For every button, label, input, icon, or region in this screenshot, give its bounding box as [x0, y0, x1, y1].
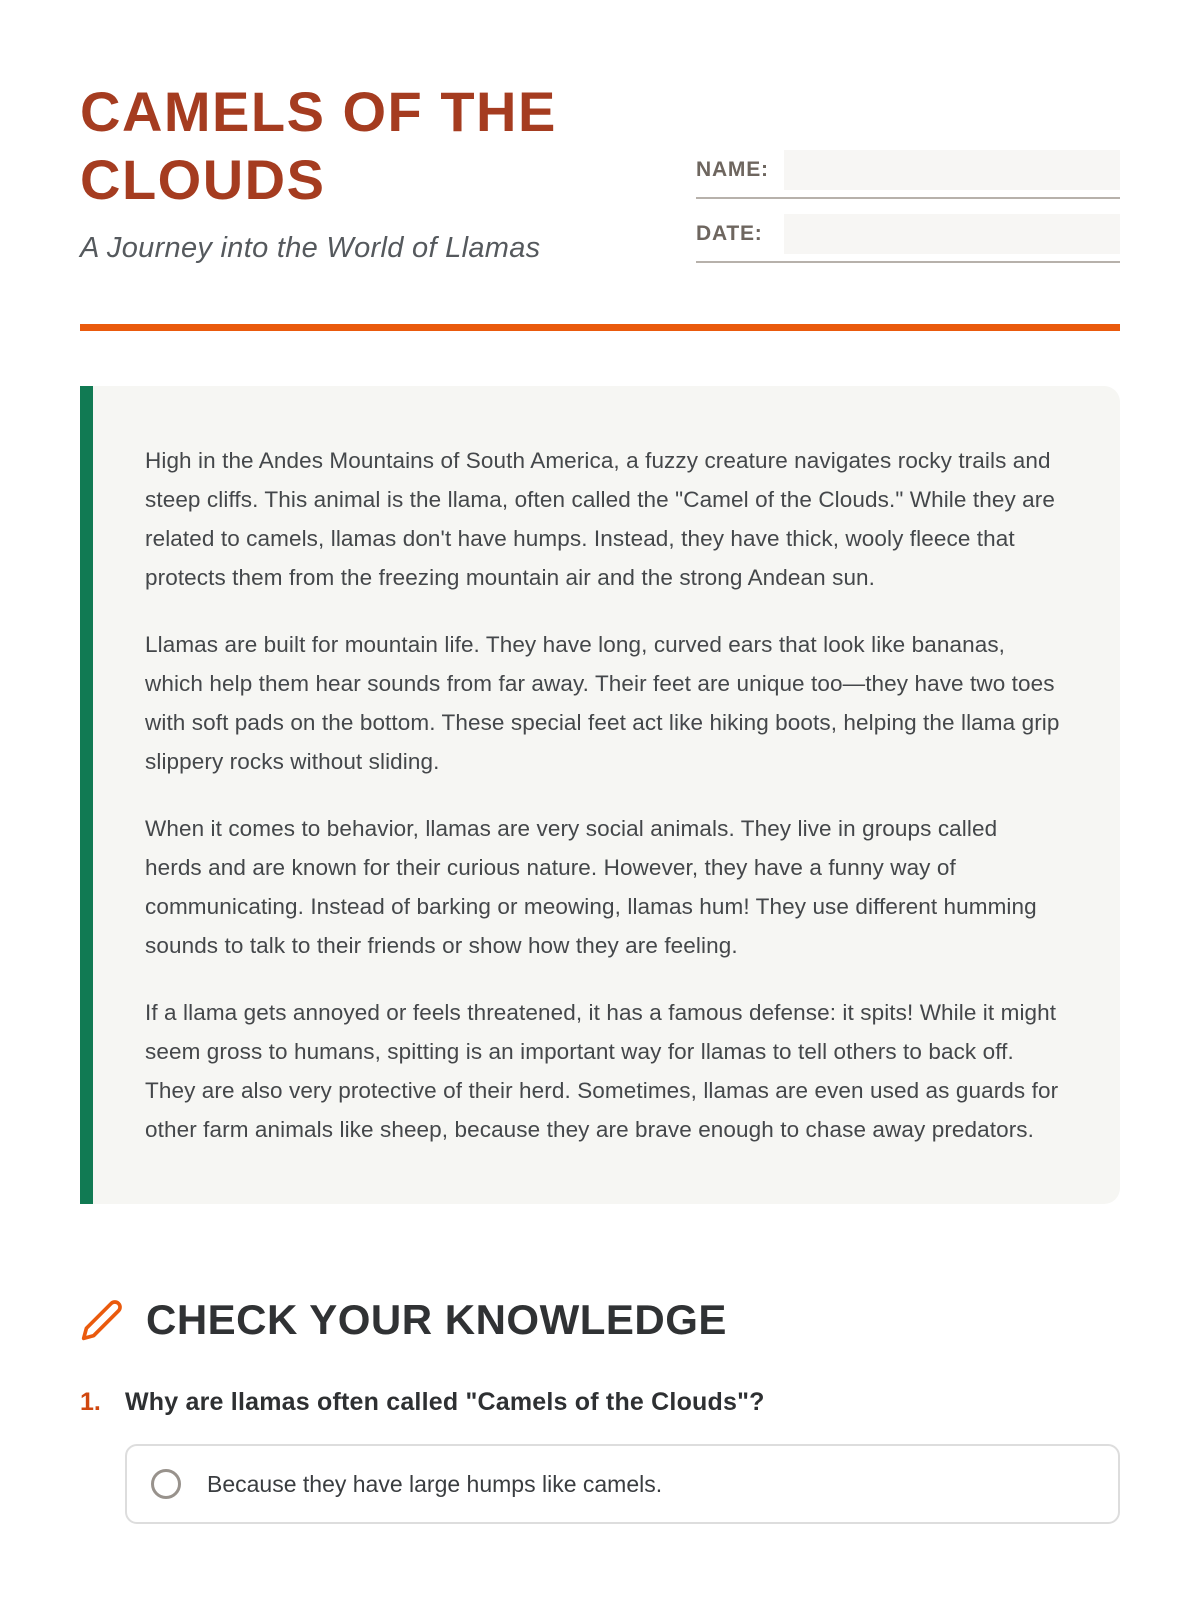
title-block	[80, 78, 640, 265]
passage-paragraph: Llamas are built for mountain life. They have long, curved ears that look like bananas, which help them hear sounds from far away. Their feet are unique too—they have two toes with soft pads on the bottom. These special feet act like hiking boots, helping the llama grip slippery rocks without sliding.	[145, 632, 1060, 774]
question-block	[80, 1388, 1120, 1417]
date-field-label: DATE:	[696, 222, 763, 245]
name-input[interactable]	[784, 150, 1120, 190]
passage-body	[93, 386, 1120, 1204]
check-knowledge-header	[80, 1296, 1120, 1344]
section-title: CHECK YOUR KNOWLEDGE	[146, 1296, 727, 1343]
name-field-row	[696, 150, 1120, 199]
question-number: 1.	[80, 1388, 101, 1416]
passage-paragraph: High in the Andes Mountains of South America, a fuzzy creature navigates rocky trails and steep cliffs. This animal is the llama, often called the "Camel of the Clouds." While they are related to camels, llamas don't have humps. Instead, they have thick, wooly fleece that protects them from the freezing mountain air and the strong Andean sun.	[145, 448, 1055, 590]
header-section	[80, 78, 1120, 278]
passage-paragraph: If a llama gets annoyed or feels threatened, it has a famous defense: it spits! While it might seem gross to humans, spitting is an important way for llamas to tell others to back off. They are also very protective of their herd. Sometimes, llamas are even used as guards for other farm animals like sheep, because they are brave enough to chase away predators.	[145, 1000, 1059, 1142]
passage-accent-bar	[80, 386, 93, 1204]
fields-block	[696, 78, 1120, 278]
section-divider	[80, 324, 1120, 331]
passage-paragraph: When it comes to behavior, llamas are very social animals. They live in groups called herds and are known for their curious nature. However, they have a funny way of communicating. Instead of barking or meowing, llamas hum! They use different humming sounds to talk to their friends or show how they are feeling.	[145, 816, 1037, 958]
answer-option[interactable]	[125, 1444, 1120, 1524]
date-field-row	[696, 214, 1120, 263]
date-input[interactable]	[784, 214, 1120, 254]
page-subtitle: A Journey into the World of Llamas	[80, 232, 541, 264]
reading-passage	[80, 386, 1120, 1204]
name-field-label: NAME:	[696, 158, 769, 181]
page-title: CAMELS OF THE CLOUDS	[80, 80, 557, 211]
option-label: Because they have large humps like camels.	[207, 1470, 663, 1497]
pencil-icon	[80, 1298, 124, 1342]
radio-button[interactable]	[151, 1469, 181, 1499]
question-text: Why are llamas often called "Camels of the Clouds"?	[125, 1388, 765, 1416]
